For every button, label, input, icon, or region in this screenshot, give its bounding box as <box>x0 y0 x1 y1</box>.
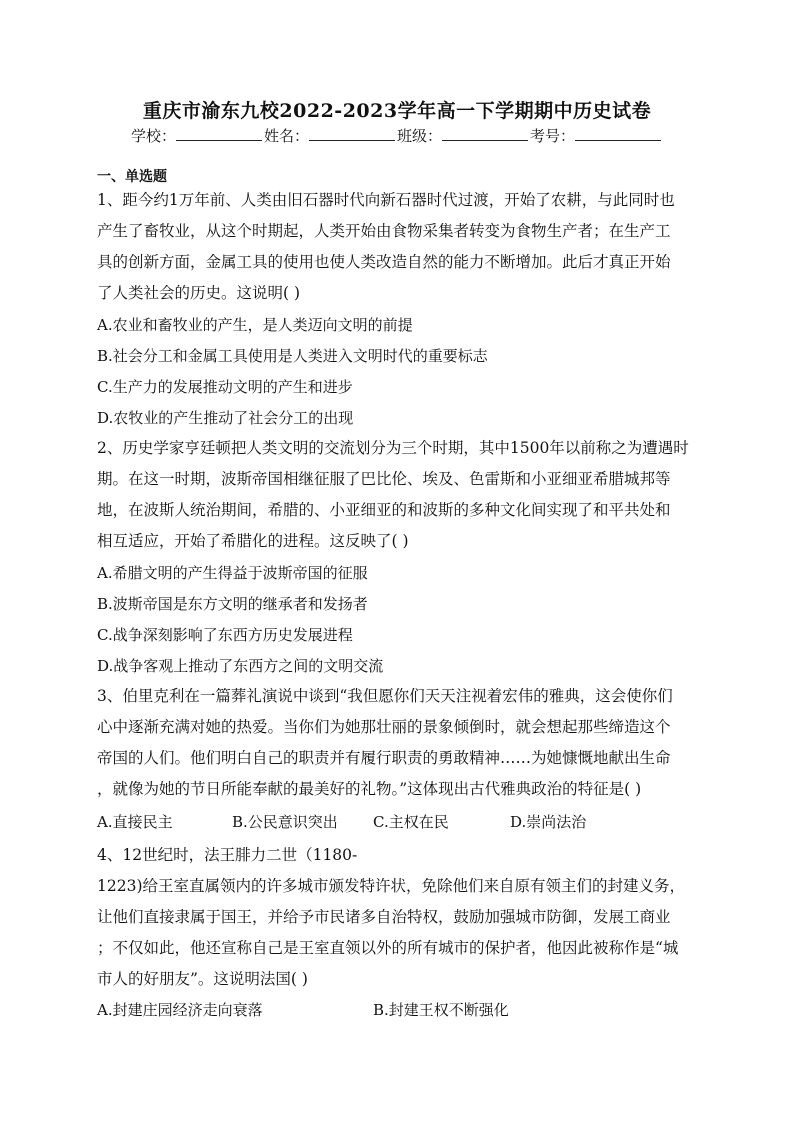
question-line: 地，在波斯人统治期间，希腊的、小亚细亚的和波斯的多种文化间实现了和平共处和 <box>97 501 671 519</box>
question-line: ，就像为她的节日所能奉献的最美好的礼物。”这体现出古代雅典政治的特征是( ) <box>97 780 642 798</box>
question-line: 期。在这一时期，波斯帝国相继征服了巴比伦、埃及、色雷斯和小亚细亚希腊城邦等 <box>97 470 671 488</box>
exam-title: 重庆市渝东九校2022-2023学年高一下学期期中历史试卷 <box>142 100 652 122</box>
option-b[interactable]: B.社会分工和金属工具使用是人类进入文明时代的重要标志 <box>97 347 488 365</box>
question-line: 2、历史学家亨廷顿把人类文明的交流划分为三个时期，其中1500年以前称之为遭遇时 <box>97 439 689 457</box>
option-b[interactable]: B.波斯帝国是东方文明的继承者和发扬者 <box>97 595 368 613</box>
school-blank[interactable] <box>176 126 262 141</box>
name-label: 姓名： <box>263 127 309 145</box>
option-c[interactable]: C.生产力的发展推动文明的产生和进步 <box>97 378 353 396</box>
question-line: 相互适应，开始了希腊化的进程。这反映了( ) <box>97 532 409 550</box>
school-label: 学校： <box>130 127 176 145</box>
question-line: 具的创新方面，金属工具的使用也使人类改造自然的能力不断增加。此后才真正开始 <box>97 253 671 271</box>
number-label: 考号： <box>530 127 576 145</box>
question-line: 1、距今约1万年前、人类由旧石器时代向新石器时代过渡，开始了农耕，与此同时也 <box>97 191 675 209</box>
question-line: 3、伯里克利在一篇葬礼演说中谈到“我但愿你们天天注视着宏伟的雅典，这会使你们 <box>97 687 673 705</box>
option-b[interactable]: B.公民意识突出 <box>232 813 338 831</box>
option-a[interactable]: A.封建庄园经济走向衰落 <box>97 1001 263 1019</box>
option-b[interactable]: B.封建王权不断强化 <box>373 1001 509 1019</box>
name-blank[interactable] <box>309 126 395 141</box>
section-heading: 一、单选题 <box>97 169 167 185</box>
student-info-line <box>0 125 794 146</box>
number-blank[interactable] <box>575 126 661 141</box>
question-line: 1223)给王室直属领内的许多城市颁发特许状，免除他们来自原有领主们的封建义务， <box>97 877 685 895</box>
question-line: 帝国的人们。他们明白自己的职责并有履行职责的勇敢精神……为她慷慨地献出生命 <box>97 749 671 767</box>
question-line: 了人类社会的历史。这说明( ) <box>97 284 301 302</box>
option-c[interactable]: C.战争深刻影响了东西方历史发展进程 <box>97 626 353 644</box>
option-c[interactable]: C.主权在民 <box>373 813 449 831</box>
question-line: 产生了畜牧业，从这个时期起，人类开始由食物采集者转变为食物生产者；在生产工 <box>97 222 671 240</box>
option-a[interactable]: A.希腊文明的产生得益于波斯帝国的征服 <box>97 564 368 582</box>
option-d[interactable]: D.崇尚法治 <box>510 813 587 831</box>
question-line: 让他们直接隶属于国王，并给予市民诸多自治特权，鼓励加强城市防御，发展工商业 <box>97 908 671 926</box>
option-d[interactable]: D.农牧业的产生推动了社会分工的出现 <box>97 409 354 427</box>
question-line: 4、12世纪时，法王腓力二世（1180- <box>97 846 358 864</box>
option-a[interactable]: A.农业和畜牧业的产生，是人类迈向文明的前提 <box>97 316 413 334</box>
option-d[interactable]: D.战争客观上推动了东西方之间的文明交流 <box>97 657 384 675</box>
class-label: 班级： <box>397 127 443 145</box>
option-a[interactable]: A.直接民主 <box>97 813 173 831</box>
question-line: ；不仅如此，他还宣称自己是王室直领以外的所有城市的保护者，他因此被称作是“城 <box>97 939 679 957</box>
question-line: 市人的好朋友”。这说明法国( ) <box>97 970 308 988</box>
class-blank[interactable] <box>442 126 528 141</box>
question-line: 心中逐渐充满对她的热爱。当你们为她那壮丽的景象倾倒时，就会想起那些缔造这个 <box>97 718 671 736</box>
